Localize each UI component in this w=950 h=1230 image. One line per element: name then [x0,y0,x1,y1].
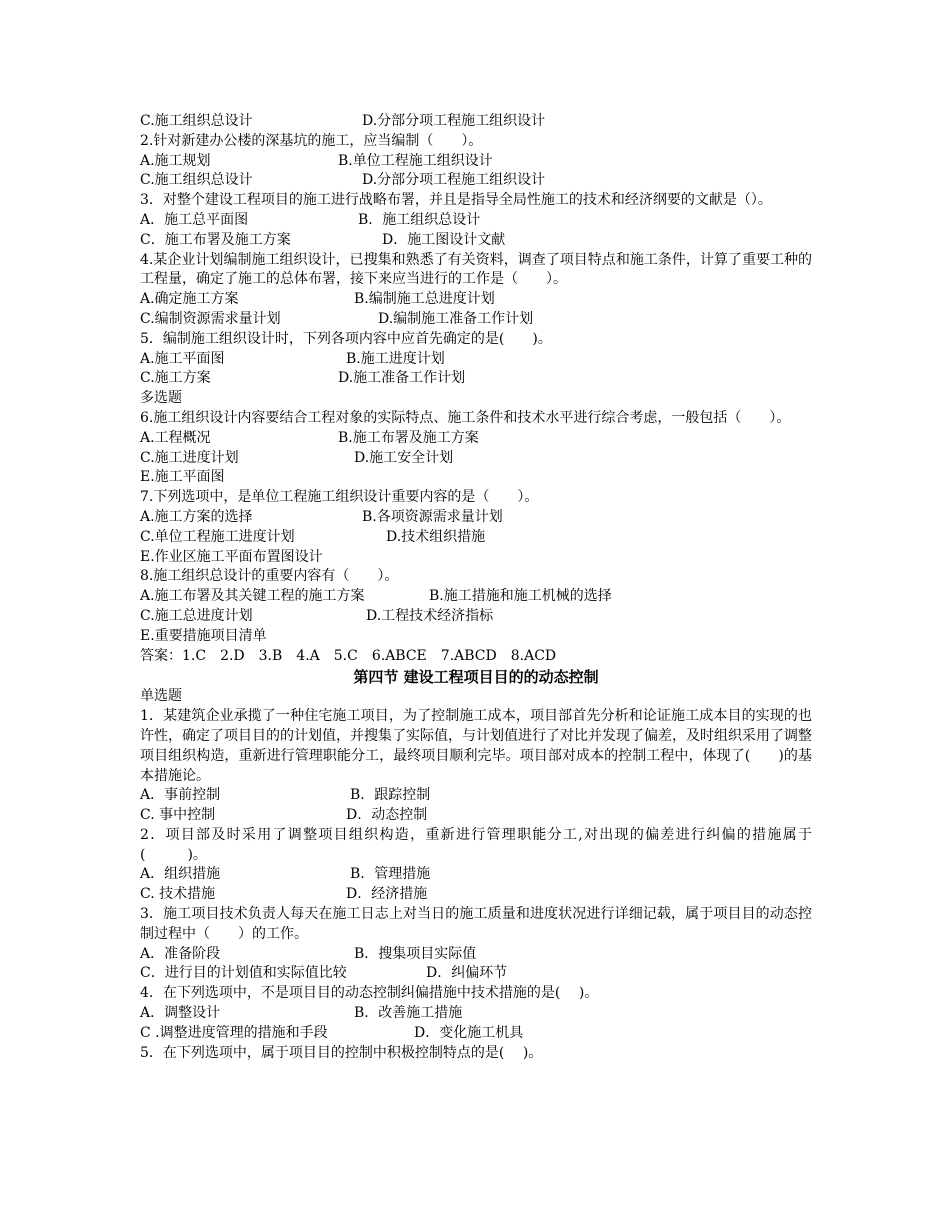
option-a: A.施工平面图 [140,350,225,367]
option-a: A.确定施工方案 [140,291,239,308]
option-c: C.施工方案 [140,370,211,387]
option-c: C .调整进度管理的措施和手段 [140,1024,328,1041]
option-d: D．变化施工机具 [414,1024,524,1041]
option-d: D.分部分项工程施工组织设计 [362,113,546,129]
option-b: B.施工进度计划 [346,350,445,367]
option-c: C.施工组织总设计 [140,172,253,189]
option-b: B.单位工程施工组织设计 [338,152,493,169]
q3-options-ab [140,211,812,231]
question-2-stem: 2.针对新建办公楼的深基坑的施工，应当编制（ ）。 [140,132,483,149]
option-a: A．组织措施 [140,866,221,883]
option-c: C.施工进度计划 [140,449,239,466]
answer-key: 答案：1.C 2.D 3.B 4.A 5.C 6.ABCE 7.ABCD 8.ACD [140,647,557,664]
option-b: B.施工布署及施工方案 [338,429,479,446]
question-2-stem: 2．项目部及时采用了调整项目组织构造，重新进行管理职能分工,对出现的偏差进行纠偏的措施属于( )。 [140,826,812,863]
option-c: C.施工总进度计划 [140,607,253,624]
q2-options-ab [140,152,812,172]
option-b: B．改善施工措施 [354,1005,463,1022]
s4q4-options-ab [140,1004,812,1024]
s4q1-options-ab [140,786,812,806]
single-choice-label: 单选题 [140,688,182,705]
option-b: B．搜集项目实际值 [354,945,477,962]
question-3-stem: 3．对整个建设工程项目的施工进行战略布署，并且是指导全局性施工的技术和经济纲要的文献是（）。 [140,192,772,209]
option-c: C．进行目的计划值和实际值比较 [140,965,347,982]
option-d: D.分部分项工程施工组织设计 [362,172,546,189]
question-4-stem: 4．在下列选项中，不是项目目的动态控制纠偏措施中技术措施的是( )。 [140,985,599,1002]
s4q1-options-cd [140,806,812,826]
q8-options-cd [140,607,812,627]
s4q2-options-ab [140,865,812,885]
question-1-stem: 1．某建筑企业承揽了一种住宅施工项目，为了控制施工成本，项目部首先分析和论证施工成本目的实现的也许性，确定了项目目的的计划值，并搜集了实际值，与计划值进行了对比并发现了偏差，及时组织采用了调整项目组织构造，重新进行管理职能分工，最终项目顺利完毕。项目部对成本的控制工程中，体现了( )的基本措施论。 [140,708,812,784]
multi-choice-label: 多选题 [140,390,182,407]
option-b: B.编制施工总进度计划 [354,291,495,308]
option-a: A．调整设计 [140,1005,221,1022]
option-c: C. 事中控制 [140,807,216,824]
q5-options-cd [140,369,812,389]
q6-options-ab [140,429,812,449]
question-4-stem: 4.某企业计划编制施工组织设计，已搜集和熟悉了有关资料，调查了项目特点和施工条件，计算了重要工种的工程量，确定了施工的总体布署，接下来应当进行的工作是（ ）。 [140,251,812,288]
question-7-stem: 7.下列选项中，是单位工程施工组织设计重要内容的是（ ）。 [140,489,539,506]
question-6-stem: 6.施工组织设计内容要结合工程对象的实际特点、施工条件和技术水平进行综合考虑，一般包括（ ）。 [140,409,791,426]
question-8-stem: 8.施工组织总设计的重要内容有（ ）。 [140,568,399,585]
q6-options-cd [140,449,812,469]
q5-options-ab [140,350,812,370]
option-a: A.施工方案的选择 [140,508,253,525]
option-a: A.施工规划 [140,152,211,169]
option-b: B．管理措施 [350,866,431,883]
s4q3-options-cd [140,964,812,984]
option-c: C．施工布署及施工方案 [140,231,291,248]
option-e: E.施工平面图 [140,469,225,486]
option-b: B．施工组织总设计 [358,211,481,228]
document-body [140,112,812,1063]
s4q3-options-ab [140,945,812,965]
option-e: E.作业区施工平面布置图设计 [140,548,323,565]
option-d: D.技术组织措施 [386,528,486,545]
option-b: B．跟踪控制 [350,787,431,804]
option-c: C. 技术措施 [140,886,216,903]
option-d: D．纠偏环节 [426,965,508,982]
q2-options-cd [140,171,812,191]
question-5-stem: 5．在下列选项中，属于项目目的控制中积极控制特点的是( )。 [140,1044,543,1061]
option-a: A.工程概况 [140,429,211,446]
option-d: D.施工安全计划 [354,449,454,466]
section-heading: 第四节 建设工程项目目的的动态控制 [353,668,599,687]
option-d: D.编制施工准备工作计划 [378,310,534,327]
option-d: D．施工图设计文献 [382,231,506,248]
q7-options-ab [140,508,812,528]
question-5-stem: 5．编制施工组织设计时，下列各项内容中应首先确定的是( )。 [140,330,552,347]
option-d: D．经济措施 [346,886,428,903]
option-e: E.重要措施项目清单 [140,627,267,644]
option-c: C.编制资源需求量计划 [140,310,281,327]
option-d: D．动态控制 [346,807,428,824]
option-a: A．施工总平面图 [140,211,249,228]
option-d: D.施工准备工作计划 [338,370,466,387]
option-b: B.施工措施和施工机械的选择 [429,588,612,605]
option-a: A．准备阶段 [140,945,221,962]
option-b: B.各项资源需求量计划 [362,508,503,525]
option-c: C.施工组织总设计 [140,113,253,129]
s4q4-options-cd [140,1024,812,1044]
option-d: D.工程技术经济指标 [366,607,494,624]
q3-options-cd [140,231,812,251]
q7-options-cd [140,528,812,548]
q4-options-ab [140,290,812,310]
s4q2-options-cd [140,885,812,905]
q4-options-cd [140,310,812,330]
q1-options-cd [140,112,812,132]
option-a: A.施工布署及其关键工程的施工方案 [140,588,365,605]
q8-options-ab [140,587,812,607]
option-a: A．事前控制 [140,787,221,804]
option-c: C.单位工程施工进度计划 [140,528,295,545]
question-3-stem: 3．施工项目技术负责人每天在施工日志上对当日的施工质量和进度状况进行详细记载，属于项目目的动态控制过程中（ ）的工作。 [140,906,812,942]
